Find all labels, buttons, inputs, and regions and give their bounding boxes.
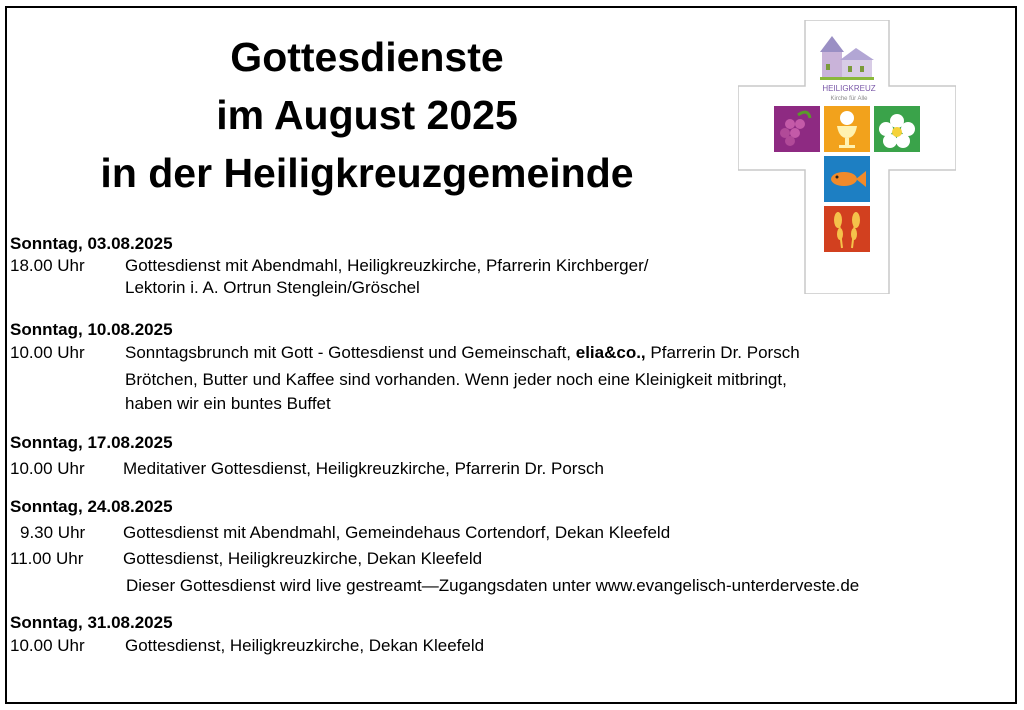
service-time: 9.30 Uhr xyxy=(20,523,86,542)
title-line-1: Gottesdienste xyxy=(230,34,504,80)
logo-tagline: Kirche für Alle xyxy=(830,96,868,102)
service-time: 18.00 Uhr xyxy=(10,256,85,275)
service-description: Gottesdienst, Heiligkreuzkirche, Dekan Kleefeld xyxy=(125,636,485,655)
cross-logo-graphic xyxy=(738,20,956,294)
service-description: Lektorin i. A. Ortrun Stenglein/Gröschel xyxy=(125,278,420,297)
service-time: 10.00 Uhr xyxy=(10,343,85,362)
service-description: Gottesdienst mit Abendmahl, Gemeindehaus Cortendorf, Dekan Kleefeld xyxy=(123,523,671,542)
day-heading-17-08: Sonntag, 17.08.2025 xyxy=(10,433,173,452)
service-description: Gottesdienst, Heiligkreuzkirche, Dekan Kleefeld xyxy=(123,549,483,568)
service-time: 10.00 Uhr xyxy=(10,459,85,478)
day-heading-24-08: Sonntag, 24.08.2025 xyxy=(10,497,173,516)
service-time: 10.00 Uhr xyxy=(10,636,85,655)
service-description: Gottesdienst mit Abendmahl, Heiligkreuzkirche, Pfarrerin Kirchberger/ xyxy=(125,256,649,275)
livestream-note: Dieser Gottesdienst wird live gestreamt—Zugangsdaten unter www.evangelisch-unterderveste.de xyxy=(126,576,860,595)
day-heading-31-08: Sonntag, 31.08.2025 xyxy=(10,613,173,632)
title-line-3: in der Heiligkreuzgemeinde xyxy=(100,150,634,196)
service-time: 11.00 Uhr xyxy=(10,549,84,568)
day-heading-03-08: Sonntag, 03.08.2025 xyxy=(10,234,173,253)
service-description: Meditativer Gottesdienst, Heiligkreuzkirche, Pfarrerin Dr. Porsch xyxy=(123,459,604,478)
day-heading-10-08: Sonntag, 10.08.2025 xyxy=(10,320,173,339)
heiligkreuz-logo xyxy=(738,20,956,294)
logo-name: HEILIGKREUZ xyxy=(822,84,876,93)
service-note: Brötchen, Butter und Kaffee sind vorhanden. Wenn jeder noch eine Kleinigkeit mitbringt, xyxy=(125,370,787,389)
page-title xyxy=(20,28,714,202)
service-note: haben wir ein buntes Buffet xyxy=(125,394,331,413)
wheat-tile xyxy=(824,206,870,252)
elia-co-name: elia&co., xyxy=(575,343,646,362)
service-description: Sonntagsbrunch mit Gott - Gottesdienst und Gemeinschaft, elia&co., Pfarrerin Dr. Porsch xyxy=(125,343,800,362)
title-line-2: im August 2025 xyxy=(216,92,518,138)
